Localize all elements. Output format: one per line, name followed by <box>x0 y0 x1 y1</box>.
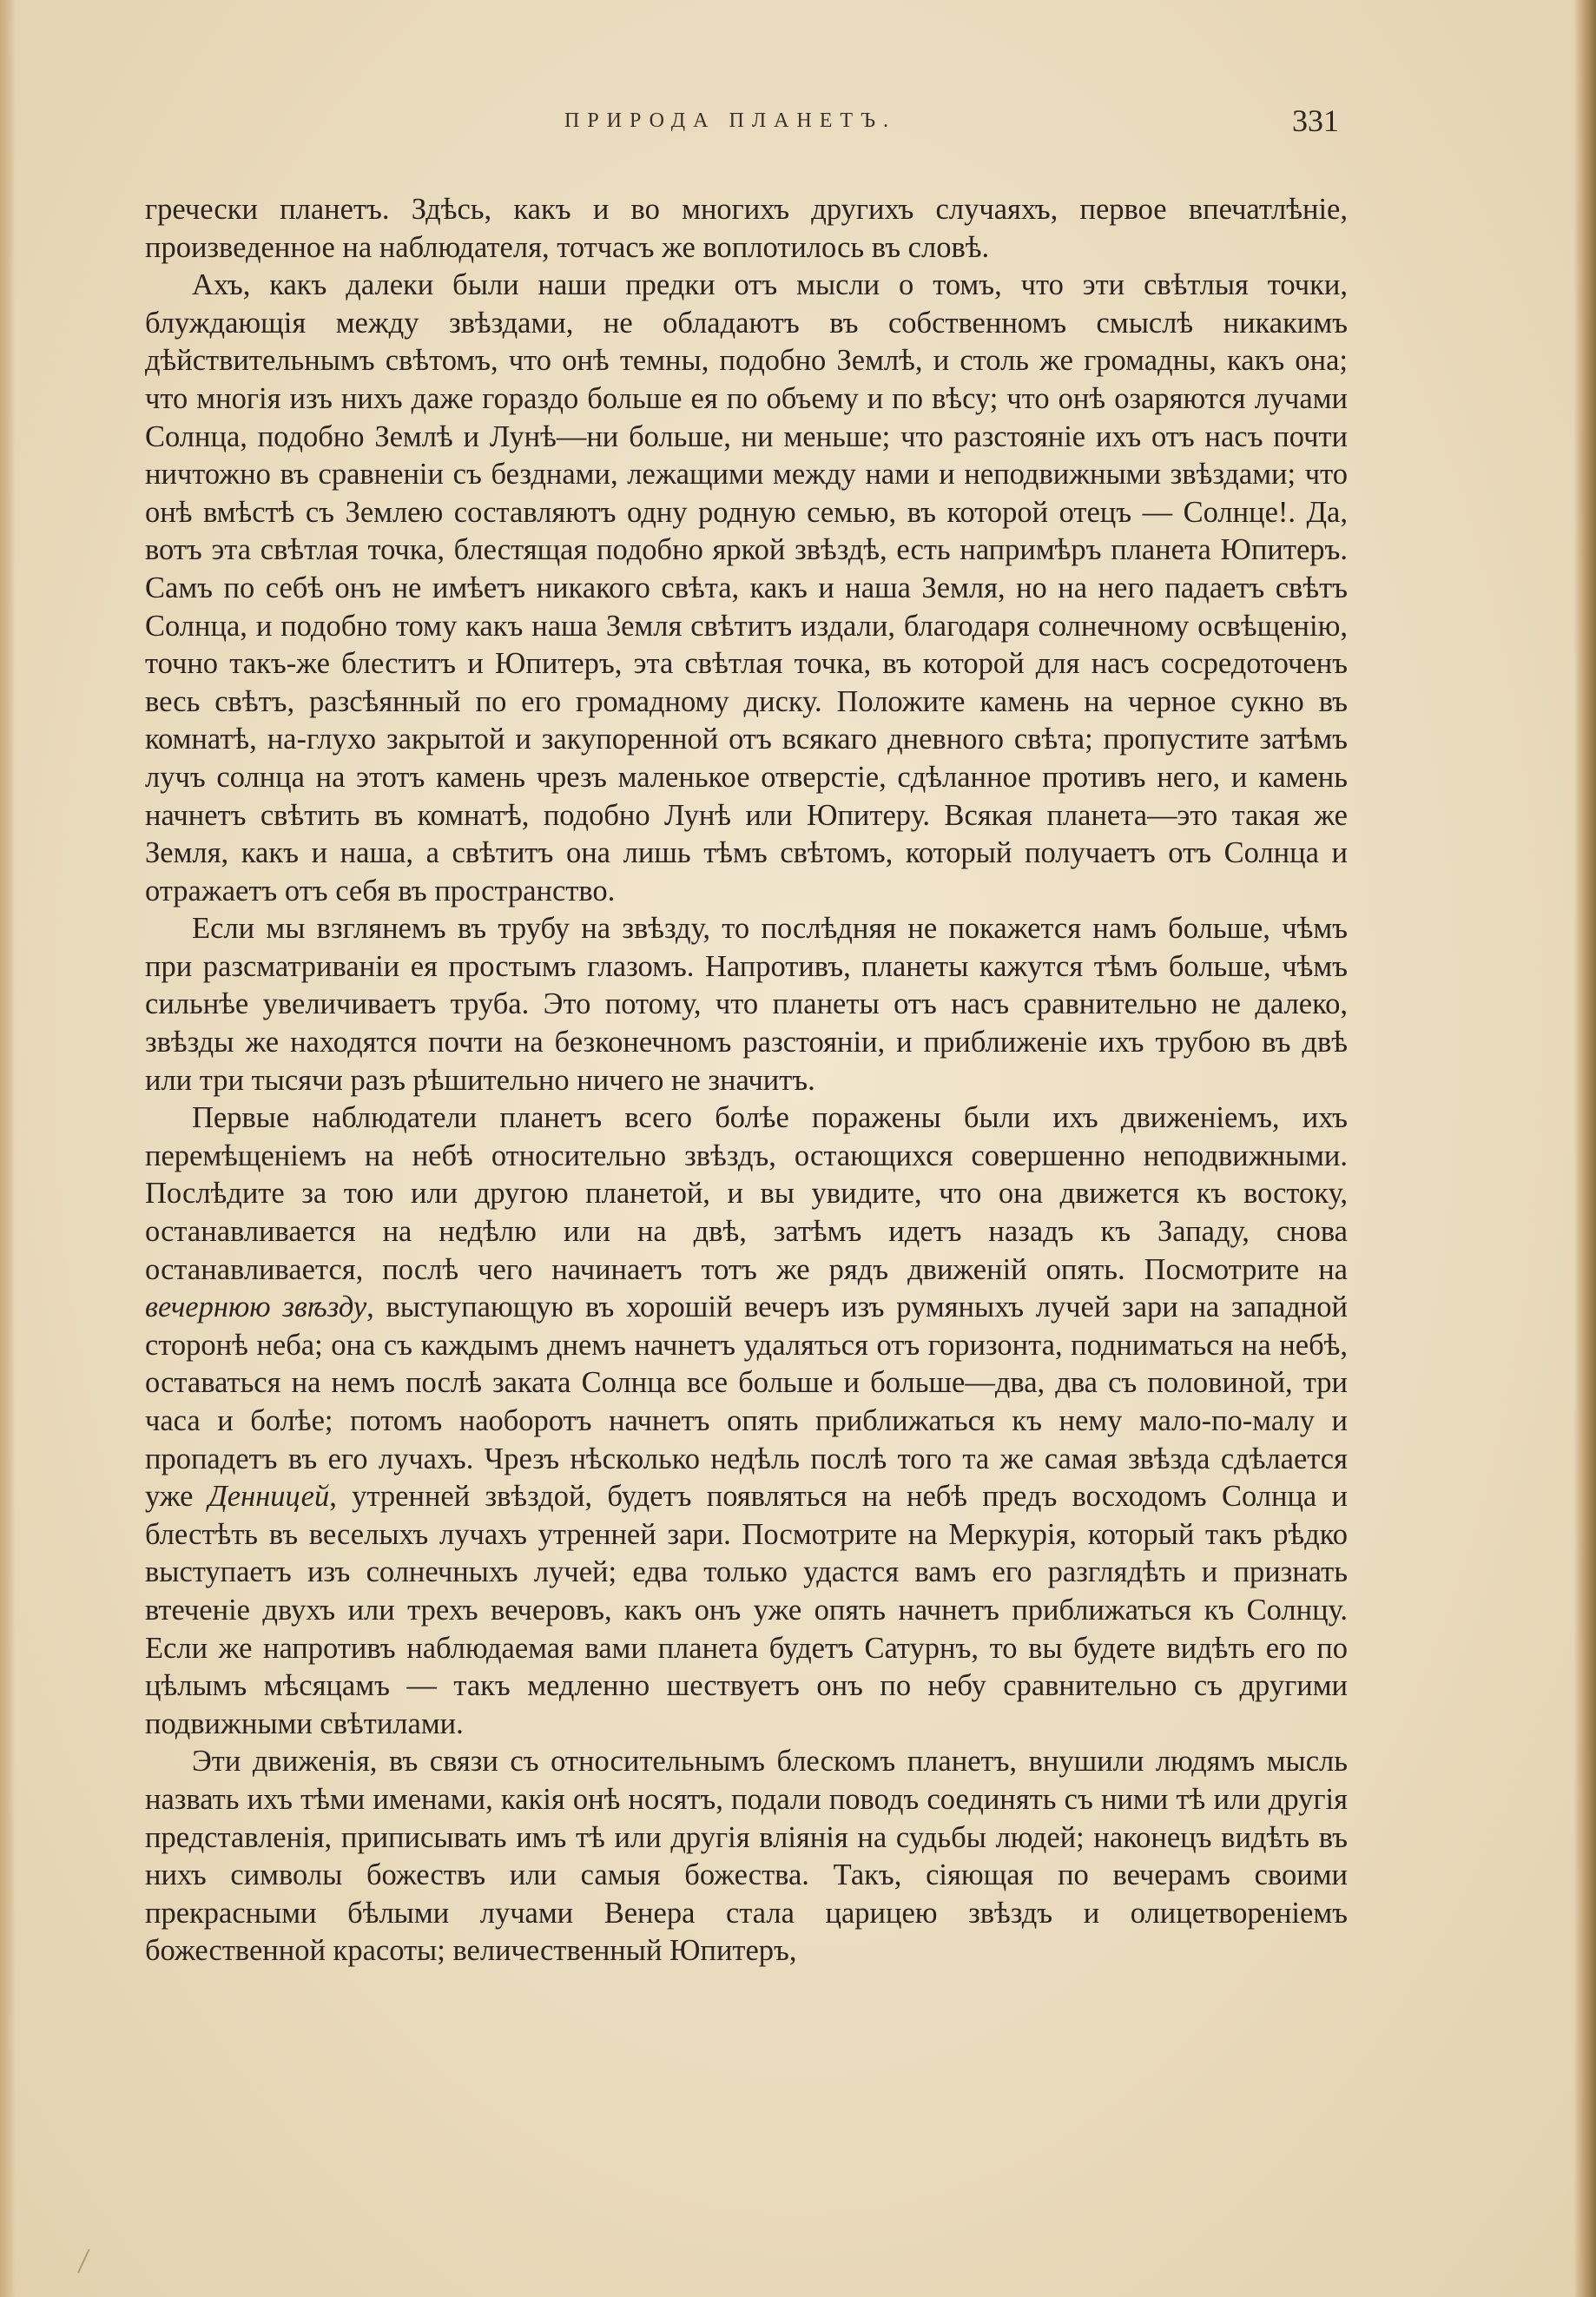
running-head: ПРИРОДА ПЛАНЕТЪ. <box>564 109 897 132</box>
emphasis-evening-star: вечернюю звѣзду <box>145 1290 367 1324</box>
paragraph-4-part-c: , утренней звѣздой, будетъ появляться на небѣ предъ восходомъ Солнца и блестѣть въ веселыхъ лучахъ утренней зари. Посмотрите на Меркурія, который такъ рѣдко выступаетъ изъ солнечныхъ лучей; едва только удастся вамъ его разглядѣть и признать втеченіе двухъ или трехъ вечеровъ, какъ онъ уже опять начнетъ приближаться къ Солнцу. Если же напротивъ наблюдаемая вами планета будетъ Сатурнъ, то вы будете видѣть его по цѣлымъ мѣсяцамъ — такъ медленно шествуетъ онъ по небу сравнительно съ другими подвижными свѣтилами. <box>145 1480 1348 1740</box>
paragraph-3: Если мы взглянемъ въ трубу на звѣзду, то послѣдняя не покажется намъ больше, чѣмъ при разсматриваніи ея простымъ глазомъ. Напротивъ, планеты кажутся тѣмъ больше, чѣмъ сильнѣе увеличиваетъ труба. Это потому, что планеты отъ насъ сравнительно не далеко, звѣзды же находятся почти на безконечномъ разстояніи, и приближеніе ихъ трубою въ двѣ или три тысячи разъ рѣшительно ничего не значитъ. <box>145 912 1348 1097</box>
paragraph-4-part-a: Первые наблюдатели планетъ всего болѣе поражены были ихъ движеніемъ, ихъ перемѣщеніемъ на небѣ относительно звѣздъ, остающихся совершенно неподвижными. Послѣдите за тою или другою планетой, и вы увидите, что она движется къ востоку, останавливается на недѣлю или на двѣ, затѣмъ идетъ назадъ къ Западу, снова останавливается, послѣ чего начинаетъ тотъ же рядъ движеній опять. Посмотрите на <box>145 1101 1348 1286</box>
paragraph-1: гречески планетъ. Здѣсь, какъ и во многихъ другихъ случаяхъ, первое впечатлѣніе, произведенное на наблюдателя, тотчасъ же воплотилось въ словѣ. <box>145 193 1348 264</box>
paragraph-2: Ахъ, какъ далеки были наши предки отъ мысли о томъ, что эти свѣтлыя точки, блуждающія между звѣздами, не обладаютъ въ собственномъ смыслѣ никакимъ дѣйствительнымъ свѣтомъ, что онѣ темны, подобно Землѣ, и столь же громадны, какъ она; что многія изъ нихъ даже гораздо больше ея по объему и по вѣсу; что онѣ озаряются лучами Солнца, подобно Землѣ и Лунѣ—ни больше, ни меньше; что разстояніе ихъ отъ насъ почти ничтожно въ сравненіи съ безднами, лежащими между нами и неподвижными звѣздами; что онѣ вмѣстѣ съ Землею составляютъ одну родную семью, въ которой отецъ — Солнце!. Да, вотъ эта свѣтлая точка, блестящая подобно яркой звѣздѣ, есть напримѣръ планета Юпитеръ. Самъ по себѣ онъ не имѣетъ никакого свѣта, какъ и наша Земля, но на него падаетъ свѣтъ Солнца, и подобно тому какъ наша Земля свѣтитъ издали, благодаря солнечному освѣщенію, точно такъ-же блеститъ и Юпитеръ, эта свѣтлая точка, въ которой для насъ сосредоточенъ весь свѣтъ, разсѣянный по его громадному диску. Положите камень на черное сукно въ комнатѣ, на-глухо закрытой и закупоренной отъ всякаго дневного свѣта; пропустите затѣмъ лучъ солнца на этотъ камень чрезъ маленькое отверстіе, сдѣланное противъ него, и камень начнетъ свѣтить въ комнатѣ, подобно Лунѣ или Юпитеру. Всякая планета—это такая же Земля, какъ и наша, а свѣтитъ она лишь тѣмъ свѣтомъ, который получаетъ отъ Солнца и отражаетъ отъ себя въ пространство. <box>145 268 1348 908</box>
paragraph-4-part-b: , выступающую въ хорошій вечеръ изъ румяныхъ лучей зари на западной сторонѣ неба; она съ каждымъ днемъ начнетъ удаляться отъ горизонта, подниматься на небѣ, оставаться на немъ послѣ заката Солнца все больше и больше—два, два съ половиной, три часа и болѣе; потомъ наоборотъ начнетъ опять приближаться къ нему мало-по-малу и пропадетъ въ его лучахъ. Чрезъ нѣсколько недѣль послѣ того та же самая звѣзда сдѣлается уже <box>145 1290 1348 1514</box>
body-text <box>145 191 1348 1970</box>
page-left-edge <box>0 0 16 2297</box>
page-number: 331 <box>1292 103 1339 138</box>
emphasis-dennitsa: Денницей <box>208 1480 330 1514</box>
paper-mark <box>77 2249 95 2276</box>
paragraph-5: Эти движенія, въ связи съ относительнымъ блескомъ планетъ, внушили людямъ мысль назвать ихъ тѣми именами, какія онѣ носятъ, подали поводъ соединять съ ними тѣ или другія представленія, приписывать имъ тѣ или другія вліянія на судьбы людей; наконецъ видѣть въ нихъ символы божествъ или самыя божества. Такъ, сіяющая по вечерамъ своими прекрасными бѣлыми лучами Венера стала царицею звѣздъ и олицетвореніемъ божественной красоты; величественный Юпитеръ, <box>145 1745 1348 1968</box>
page-right-edge <box>1573 0 1596 2297</box>
paragraph-4 <box>145 1099 1348 1743</box>
